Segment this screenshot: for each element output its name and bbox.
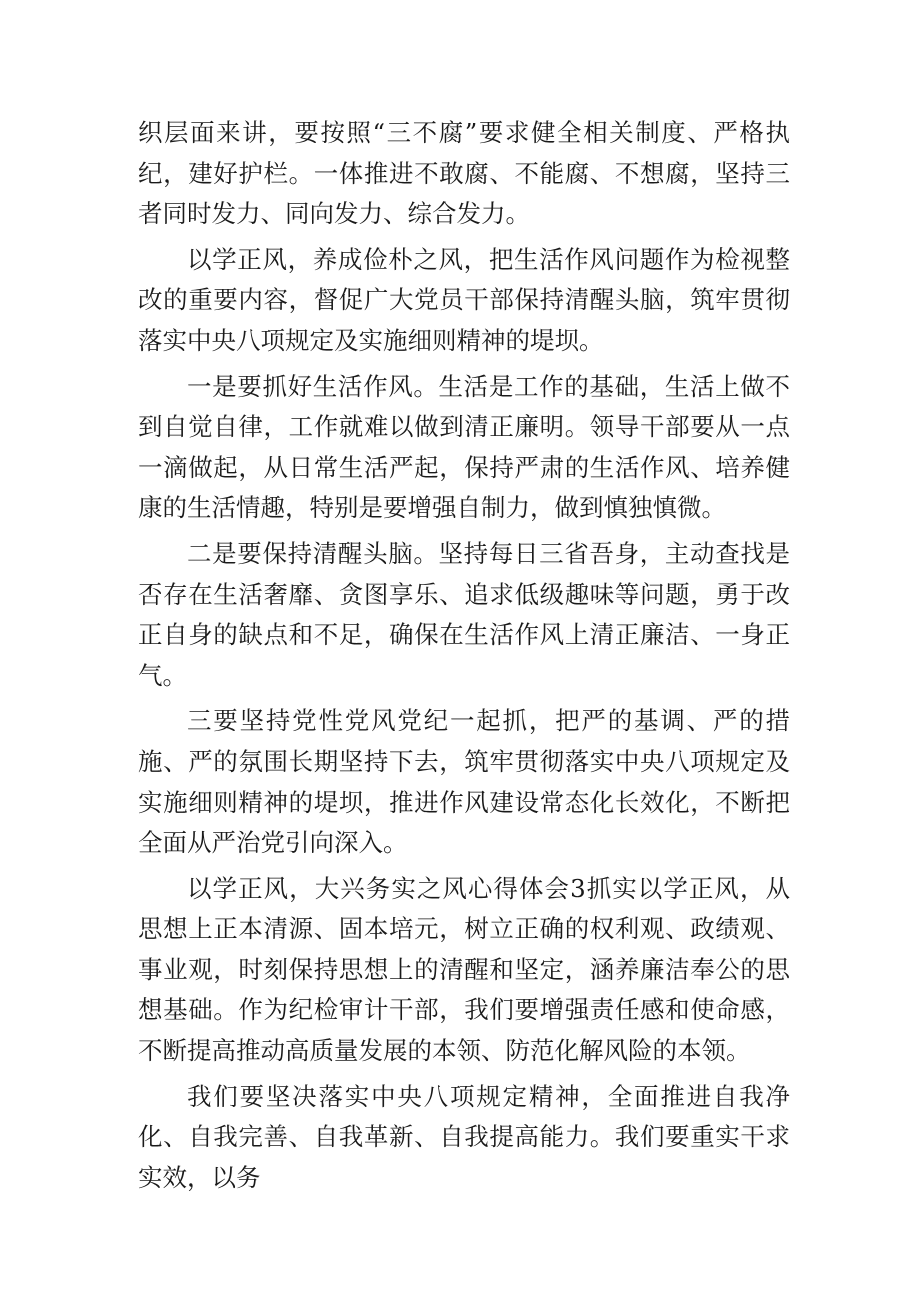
paragraph-continued: 织层面来讲，要按照“三不腐”要求健全相关制度、严格执纪，建好护栏。一体推进不敢腐、不能腐、不想腐，坚持三者同时发力、同向发力、综合发力。 <box>138 118 790 229</box>
paragraph-frugal-style: 以学正风，养成俭朴之风，把生活作风问题作为检视整改的重要内容，督促广大党员干部保持清醒头脑，筑牢贯彻落实中央八项规定及实施细则精神的堤坝。 <box>138 244 790 355</box>
paragraph-eight-rules: 我们要坚决落实中央八项规定精神，全面推进自我净化、自我完善、自我革新、自我提高能力。我们要重实干求实效，以务 <box>138 1081 790 1192</box>
paragraph-practical-style: 以学正风，大兴务实之风心得体会3抓实以学正风，从思想上正本清源、固本培元，树立正确的权利观、政绩观、事业观，时刻保持思想上的清醒和坚定，涵养廉洁奉公的思想基础。作为纪检审计干部，我们要增强责任感和使命感，不断提高推动高质量发展的本领、防范化解风险的本领。 <box>138 873 790 1066</box>
document-body <box>138 113 790 1203</box>
paragraph-point-three: 三要坚持党性党风党纪一起抓，把严的基调、严的措施、严的氛围长期坚持下去，筑牢贯彻落实中央八项规定及实施细则精神的堤坝，推进作风建设常态化长效化，不断把全面从严治党引向深入。 <box>138 706 790 858</box>
paragraph-point-two: 二是要保持清醒头脑。坚持每日三省吾身，主动查找是否存在生活奢靡、贪图享乐、追求低级趣味等问题，勇于改正自身的缺点和不足，确保在生活作风上清正廉洁、一身正气。 <box>138 538 790 690</box>
paragraph-point-one: 一是要抓好生活作风。生活是工作的基础，生活上做不到自觉自律，工作就难以做到清正廉明。领导干部要从一点一滴做起，从日常生活严起，保持严肃的生活作风、培养健康的生活情趣，特别是要增强自制力，做到慎独慎微。 <box>138 371 790 523</box>
